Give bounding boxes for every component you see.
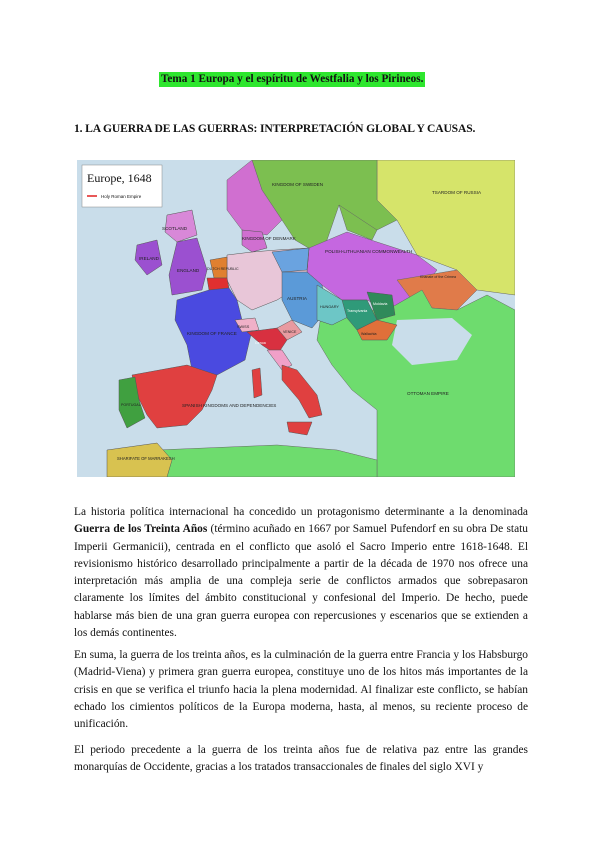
label-ireland: IRELAND: [139, 256, 159, 261]
europe-1648-map: [77, 160, 515, 477]
label-crimea: Khanate of the Crimea: [420, 275, 456, 279]
label-england: ENGLAND: [177, 268, 200, 273]
label-swiss: SWISS: [237, 325, 250, 329]
label-austria: AUSTRIA: [287, 296, 307, 301]
map-legend-box: [82, 165, 162, 207]
label-france: KINGDOM OF FRANCE: [187, 331, 237, 336]
label-sweden: KINGDOM OF SWEDEN: [272, 182, 324, 187]
paragraph-3: El periodo precedente a la guerra de los treinta años fue de relativa paz entre las grandes monarquías de Occidente, gracias a los tratados transaccionales de finales del siglo XVI y: [74, 744, 528, 774]
label-marrakesh: SHARIFATE OF MARRAKESH: [117, 456, 175, 461]
label-venice: VENICE: [283, 330, 297, 334]
label-scotland: SCOTLAND: [162, 226, 188, 231]
label-wallachia: Wallachia: [361, 332, 377, 336]
section-heading: 1. LA GUERRA DE LAS GUERRAS: INTERPRETACIÓN GLOBAL Y CAUSAS.: [74, 122, 476, 135]
label-genoa: Genoa: [255, 341, 266, 345]
label-spain: SPANISH KINGDOMS AND DEPENDENCIES: [182, 403, 277, 408]
label-ottoman: OTTOMAN EMPIRE: [407, 391, 449, 396]
map-legend-label: Holy Roman Empire: [101, 194, 142, 199]
label-hungary: HUNGARY: [320, 305, 339, 309]
label-dutch: DUTCH REPUBLIC: [207, 267, 239, 271]
label-poland: POLISH-LITHUANIAN COMMONWEALTH: [325, 249, 413, 254]
label-moldavia: Moldavia: [373, 302, 388, 306]
label-denmark: KINGDOM OF DENMARK: [242, 236, 296, 241]
map-title: Europe, 1648: [87, 171, 152, 185]
paragraph-1-bold-term: Guerra de los Treinta Años: [74, 523, 208, 536]
paragraph-1-text-a: La historia política internacional ha concedido un protagonismo determinante a la denominada: [74, 506, 528, 518]
label-transylvania: Transylvania: [347, 309, 368, 313]
paragraph-1: [74, 504, 528, 642]
label-portugal: PORTUGAL: [121, 403, 141, 407]
topic-title: Tema 1 Europa y el espíritu de Westfalia y los Pirineos.: [161, 73, 424, 85]
paragraph-1-text-b: (término acuñado en 1667 por Samuel Pufendorf en su obra De statu Imperii Germanicii), centrada en el conflicto que asoló el Sacro Imperio entre 1618-1648. El revisionismo histórico desarrollado principalmente a partir de la década de 1970 nos ofrece una interpretación más amplia de una compleja serie de conflictos armados que sobrepasaron claramente los límites del ámbito constitucional y confesional del Imperio. De hecho, puede hablarse más bien de una gran guerra europea con repercusiones y escenarios que se extienden a los demás continentes.: [74, 523, 528, 640]
paragraph-2: En suma, la guerra de los treinta años, es la culminación de la guerra entre Francia y los Habsburgo (Madrid-Viena) y primera gran guerra europea, constituye uno de los hitos más importantes de la crisis en que se verifica el triunfo hacia la plena modernidad. Al finalizar este conflicto, se habían echado los cimientos políticos de la Europa moderna, hasta, al menos, su reciente proceso de unificación.: [74, 649, 528, 731]
label-russia: TSARDOM OF RUSSIA: [432, 190, 482, 195]
